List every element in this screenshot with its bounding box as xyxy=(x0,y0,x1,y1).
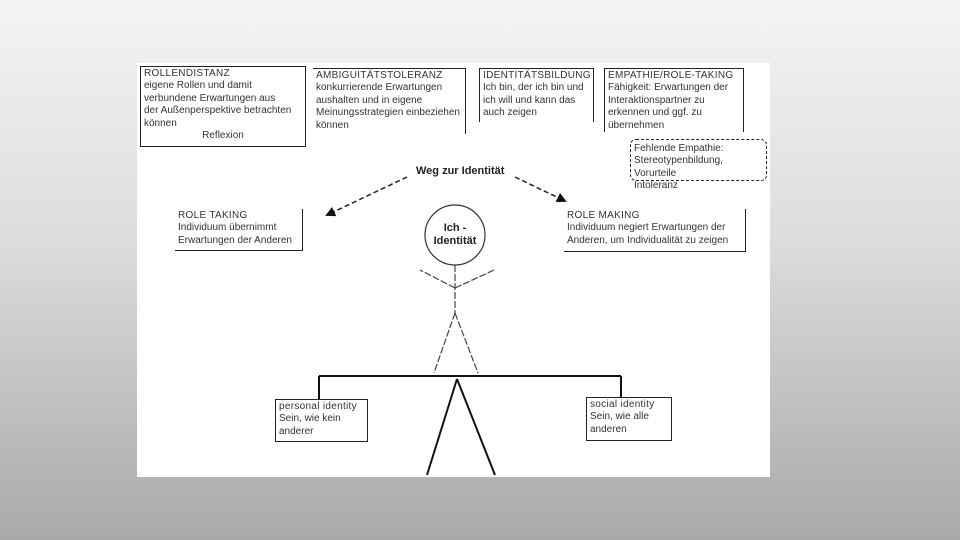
figure-head-label xyxy=(425,222,485,248)
box-role-making-body: Individuum negiert Erwartungen der Anderen, um Individualität zu zeigen xyxy=(567,222,729,246)
box-rollendistanz-note: Reflexion xyxy=(202,130,244,142)
box-personal-identity xyxy=(275,399,368,442)
head-label-line-2: Identität xyxy=(433,235,477,247)
diagram-title: Weg zur Identität xyxy=(416,165,505,177)
figure-leg-right xyxy=(455,313,478,373)
box-empathie-body: Fähigkeit: Erwartungen der Interaktionspartner zu erkennen und ggf. zu übernehmen xyxy=(608,82,729,131)
lower-leg-right xyxy=(457,379,495,475)
box-role-making-title: ROLE MAKING xyxy=(567,210,640,221)
figure-arm-right xyxy=(455,270,494,288)
box-empathie xyxy=(604,68,744,132)
box-personal-identity-title: personal identity xyxy=(279,401,357,412)
box-rollendistanz-title: ROLLENDISTANZ xyxy=(144,68,230,79)
box-identitaet-title: IDENTITÄTSBILDUNG xyxy=(483,70,591,81)
figure-arm-left xyxy=(420,270,455,288)
box-ambiguitaet-title: AMBIGUITÄTSTOLERANZ xyxy=(316,70,443,81)
box-personal-identity-body: Sein, wie kein anderer xyxy=(279,413,341,437)
arrow-left xyxy=(327,177,407,215)
box-fehlende-empathie-body: Fehlende Empathie: Stereotypenbildung, Vorurteile Intoleranz xyxy=(634,143,724,192)
box-ambiguitaet-body: konkurrierende Erwartungen aushalten und in eigene Meinungsstrategien einbeziehen können xyxy=(316,82,460,131)
box-social-identity xyxy=(586,397,672,441)
box-fehlende-empathie xyxy=(630,139,767,192)
head-label-line-1: Ich - xyxy=(443,222,467,234)
box-ambiguitaet xyxy=(313,68,466,134)
box-rollendistanz-body: eigene Rollen und damit verbundene Erwartungen aus der Außenperspektive betrachten können xyxy=(144,80,292,129)
box-social-identity-body: Sein, wie alle anderen xyxy=(590,411,649,435)
arrow-right xyxy=(515,177,565,201)
box-role-making xyxy=(564,209,746,252)
diagram-slide xyxy=(137,63,770,477)
lower-leg-left xyxy=(427,379,457,475)
box-role-taking-body: Individuum übernimmt Erwartungen der Anderen xyxy=(178,222,292,246)
figure-leg-left xyxy=(434,313,455,373)
box-role-taking xyxy=(175,209,303,251)
box-social-identity-title: social identity xyxy=(590,399,655,410)
box-identitaet xyxy=(479,68,594,122)
box-identitaet-body: Ich bin, der ich bin und ich will und kann das auch zeigen xyxy=(483,82,584,119)
box-rollendistanz xyxy=(140,66,306,147)
box-role-taking-title: ROLE TAKING xyxy=(178,210,248,221)
box-empathie-title: EMPATHIE/ROLE-TAKING xyxy=(608,70,734,81)
